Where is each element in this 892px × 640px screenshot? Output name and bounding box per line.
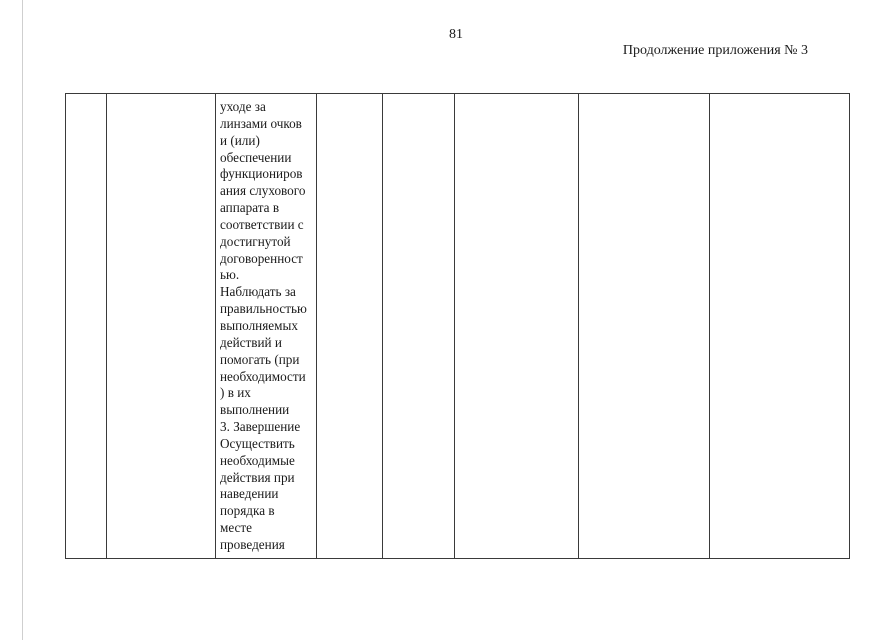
table-cell-col2 [107,94,216,559]
table-cell-col4 [317,94,383,559]
page-number: 81 [449,27,463,42]
appendix-continuation-label: Продолжение приложения № 3 [622,43,808,58]
table-cell-col5 [383,94,455,559]
page-edge-line [22,0,23,640]
table-cell-col6 [455,94,579,559]
table-cell-col8 [710,94,850,559]
appendix-table [65,93,850,559]
table-cell-col1 [66,94,107,559]
table-cell-col7 [579,94,710,559]
table-row [66,94,850,559]
table-cell-col3-text: уходе за линзами очков и (или) обеспечении функциониров ания слухового аппарата в соответствии с достигнутой договоренност ью. Наблюдать за правильностью выполняемых действий и помогать (при необходимости ) в их выполнении 3. Завершение Осуществить необходимые действия при наведении порядка в месте проведения [216,94,317,559]
